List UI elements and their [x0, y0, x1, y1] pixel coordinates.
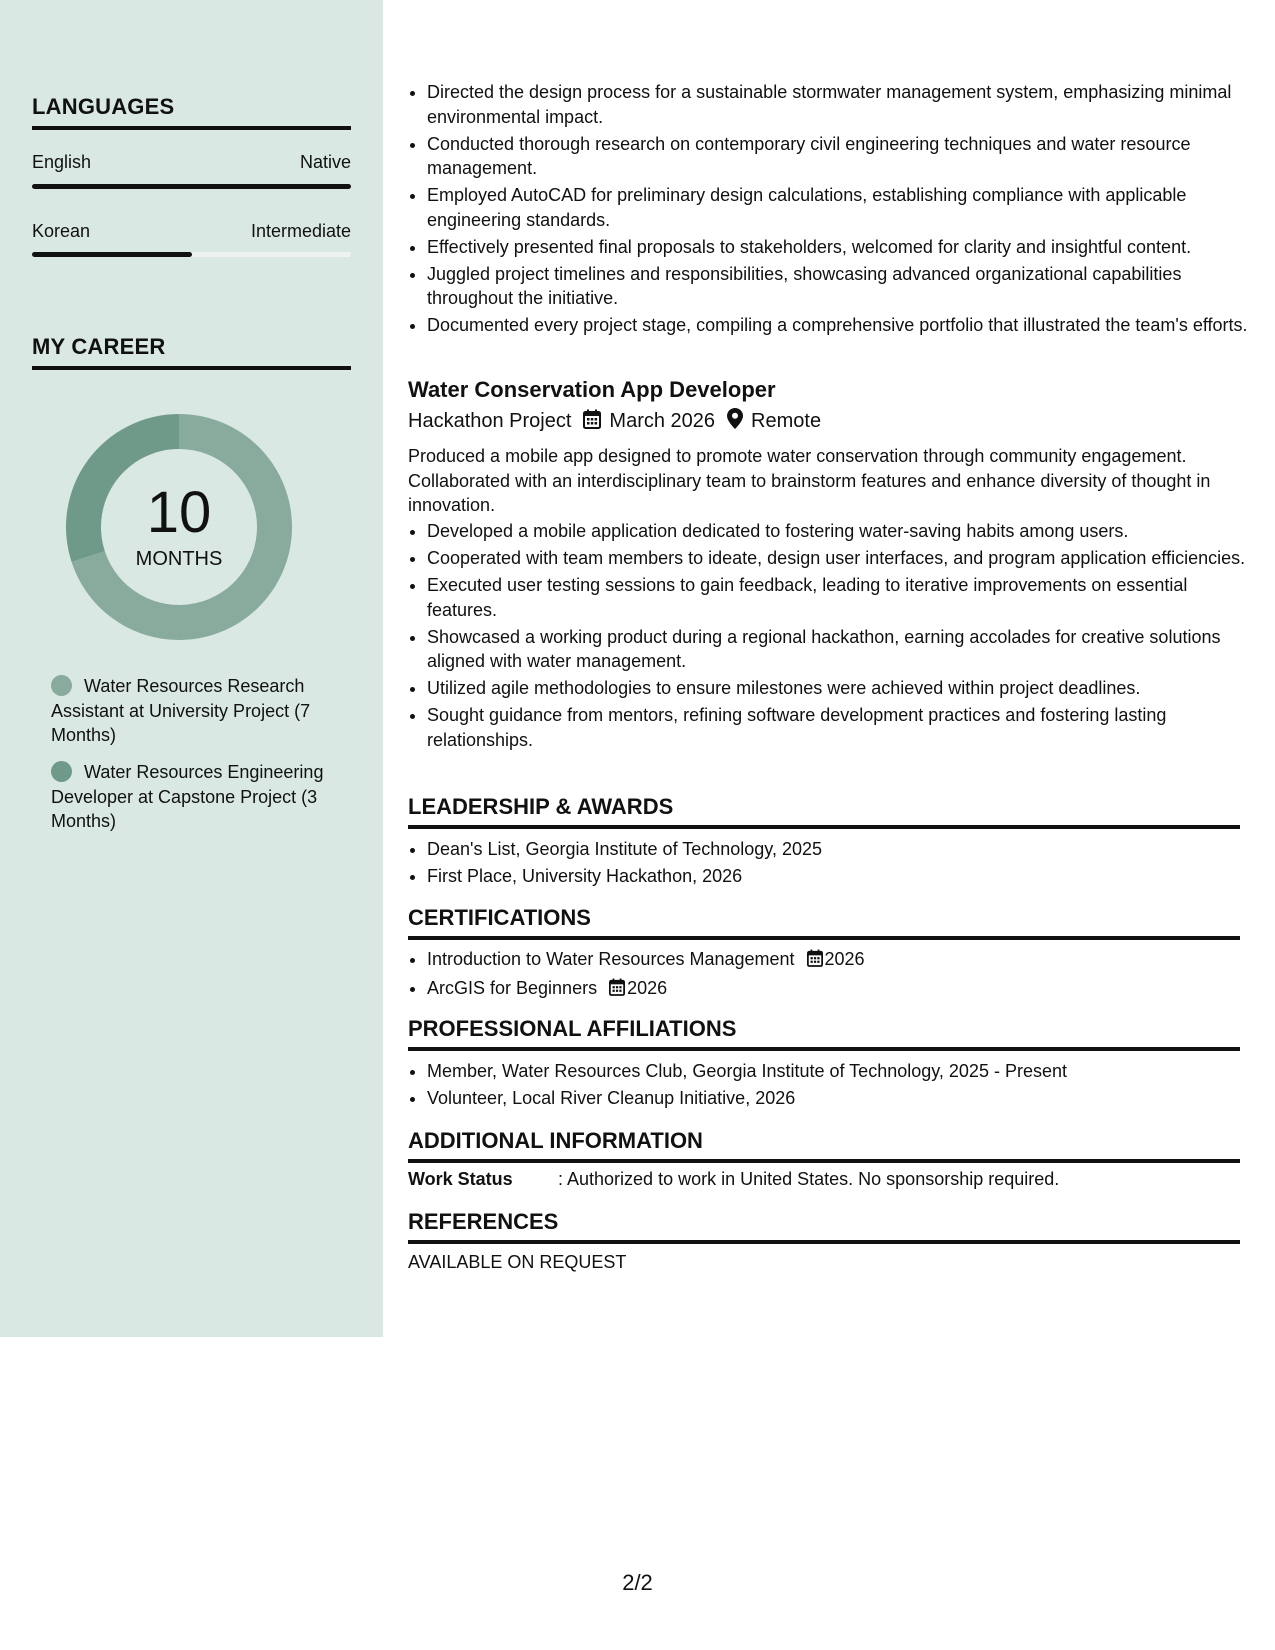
list-item: • Dean's List, Georgia Institute of Technology, 2025	[427, 837, 1257, 862]
legend-dot	[51, 675, 72, 696]
references-text: AVAILABLE ON REQUEST	[408, 1252, 627, 1272]
experience-bullets	[408, 80, 1257, 340]
job-location: Remote	[751, 410, 822, 432]
location-pin-icon	[727, 408, 743, 435]
list-item: • Member, Water Resources Club, Georgia Institute of Technology, 2025 - Present	[427, 1059, 1257, 1084]
job-title: Water Conservation App Developer	[408, 377, 776, 402]
list-item: • Effectively presented final proposals to stakeholders, welcomed for clarity and insightful content.	[427, 235, 1257, 260]
leadership-heading: LEADERSHIP & AWARDS	[408, 794, 1240, 829]
certifications-heading: CERTIFICATIONS	[408, 905, 1240, 940]
list-item: • Executed user testing sessions to gain feedback, leading to iterative improvements on essential features.	[427, 573, 1257, 622]
certification-year: 2026	[627, 978, 668, 998]
list-item: • Employed AutoCAD for preliminary design calculations, establishing compliance with applicable engineering standards.	[427, 183, 1257, 232]
career-legend-item	[51, 760, 336, 834]
list-item: • Juggled project timelines and responsibilities, showcasing advanced organizational capabilities throughout the initiative.	[427, 262, 1257, 311]
calendar-icon	[609, 978, 625, 1003]
job-meta	[408, 408, 821, 435]
additional-info-heading: ADDITIONAL INFORMATION	[408, 1128, 1240, 1163]
career-total-unit: MONTHS	[135, 548, 223, 570]
language-row-korean	[32, 221, 351, 243]
job-organization: Hackathon Project	[408, 410, 572, 432]
language-level: Native	[299, 152, 351, 172]
list-item: • Documented every project stage, compiling a comprehensive portfolio that illustrated the team's efforts.	[427, 313, 1257, 338]
list-item: • First Place, University Hackathon, 2026	[427, 864, 1257, 889]
language-bar-english	[32, 184, 351, 189]
work-status-row	[408, 1169, 1059, 1190]
legend-dot	[51, 761, 72, 782]
list-item: • Showcased a working product during a regional hackathon, earning accolades for creative solutions aligned with water management.	[427, 625, 1257, 674]
career-total-number: 10	[146, 480, 212, 545]
list-item	[427, 976, 1257, 1003]
certifications-list	[408, 947, 1257, 1005]
job-description: Produced a mobile app designed to promote water conservation through community engagement. Collaborated with an interdisciplinary team to brainstorm features and enhance diversity of thought in innovation.	[408, 446, 1211, 515]
list-item: • Conducted thorough research on contemporary civil engineering techniques and water resource management.	[427, 132, 1257, 181]
career-donut-chart	[66, 414, 292, 640]
work-status-label: Work Status	[408, 1169, 513, 1189]
language-name: English	[32, 152, 92, 172]
certification-name: ArcGIS for Beginners	[427, 978, 598, 998]
leadership-list	[408, 837, 1257, 891]
language-bar-fill	[32, 184, 351, 189]
career-legend-item	[51, 674, 336, 748]
language-bar-fill	[32, 252, 192, 257]
career-legend-label: Water Resources Engineering Developer at Capstone Project (3 Months)	[51, 762, 324, 831]
list-item: • Cooperated with team members to ideate, design user interfaces, and program application efficiencies.	[427, 546, 1257, 571]
calendar-icon	[583, 409, 601, 435]
affiliations-heading: PROFESSIONAL AFFILIATIONS	[408, 1016, 1240, 1051]
references-heading: REFERENCES	[408, 1209, 1240, 1244]
language-bar-korean	[32, 252, 351, 257]
list-item: • Directed the design process for a sustainable stormwater management system, emphasizing minimal environmental impact.	[427, 80, 1257, 129]
certification-name: Introduction to Water Resources Management	[427, 949, 795, 969]
work-status-value: : Authorized to work in United States. No sponsorship required.	[558, 1169, 1060, 1189]
list-item	[427, 947, 1257, 974]
calendar-icon	[807, 949, 823, 974]
language-row-english	[32, 152, 351, 174]
list-item: • Developed a mobile application dedicated to fostering water-saving habits among users.	[427, 519, 1257, 544]
page-number: 2/2	[622, 1570, 653, 1595]
language-level: Intermediate	[250, 221, 351, 241]
job-bullets	[408, 519, 1257, 755]
affiliations-list	[408, 1059, 1257, 1113]
career-heading: MY CAREER	[32, 334, 351, 370]
job-date: March 2026	[609, 410, 716, 432]
list-item: • Sought guidance from mentors, refining software development practices and fostering lasting relationships.	[427, 703, 1257, 752]
languages-heading: LANGUAGES	[32, 94, 351, 130]
list-item: • Utilized agile methodologies to ensure milestones were achieved within project deadlines.	[427, 676, 1257, 701]
language-name: Korean	[32, 221, 91, 241]
sidebar	[0, 0, 383, 1337]
list-item: • Volunteer, Local River Cleanup Initiative, 2026	[427, 1086, 1257, 1111]
career-legend-label: Water Resources Research Assistant at University Project (7 Months)	[51, 676, 311, 745]
certification-year: 2026	[824, 949, 865, 969]
